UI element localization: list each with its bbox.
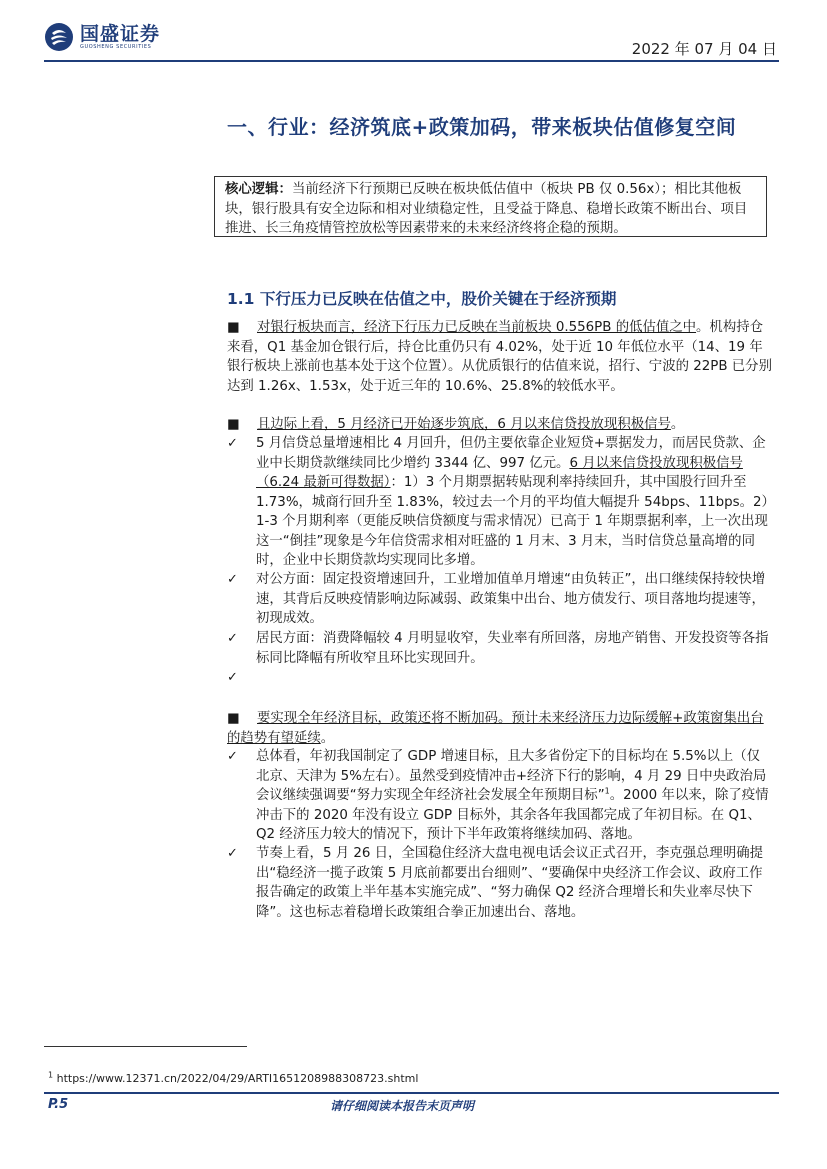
bullet-square-icon: ■: [227, 320, 240, 335]
report-date: 2022 年 07 月 04 日: [631, 40, 777, 58]
paragraph-valuation: [227, 318, 772, 396]
check-item-gdp-b: 。2000 年以来，除了疫情冲击下的 2020 年没有设立 GDP 目标外，其余各年我国都完成了年初目标。在 Q1、Q2 经济压力较大的情况下，预计下半年政策将继续加码、落地。: [256, 788, 769, 842]
check-item-corporate: 对公方面：固定投资增速回升，工业增加值单月增速“由负转正”，出口继续保持较快增速，其背后反映疫情影响边际减弱、政策集中出台、地方债发行、项目落地均提速等，初现成效。: [256, 572, 766, 626]
paragraph-marginal-key: 且边际上看，5 月经济已开始逐步筑底，6 月以来信贷投放现积极信号: [257, 417, 671, 432]
check-item-household: 居民方面：消费降幅较 4 月明显收窄，失业率有所回落，房地产销售、开发投资等各指标同比降幅有所收窄且环比实现回升。: [256, 631, 769, 666]
check-icon: ✓: [227, 572, 238, 587]
subsection-title: 1.1 下行压力已反映在估值之中，股价关键在于经济预期: [227, 290, 617, 308]
core-logic-text: 当前经济下行预期已反映在板块低估值中（板块 PB 仅 0.56x）；相比其他板块，银行股具有安全边际和相对业绩稳定性，且受益于降息、稳增长政策不断出台、项目推进、长三角疫情管控放松等因素带来的未来经济终将企稳的预期。: [225, 182, 748, 236]
section-title: 一、行业：经济筑底+政策加码，带来板块估值修复空间: [227, 115, 737, 139]
footer-divider: [44, 1092, 779, 1094]
core-logic-box: [214, 176, 767, 237]
check-icon: ✓: [227, 631, 238, 646]
footnote-number: 1: [48, 1070, 54, 1080]
footer-disclaimer: 请仔细阅读本报告末页声明: [330, 1099, 475, 1113]
logo-english: GUOSHENG SECURITIES: [80, 43, 152, 50]
bullet-square-icon: ■: [227, 711, 240, 726]
check-icon: ✓: [227, 846, 238, 861]
check-item-rhythm: 节奏上看，5 月 26 日，全国稳住经济大盘电视电话会议正式召开，李克强总理明确提出“稳经济一揽子政策 5 月底前都要出台细则”、“要确保中央经济工作会议、政府工作报告确定的政策上半年基本实施完成”、“努力确保 Q2 经济合理增长和失业率尽快下降”。这也标志着稳增长政策组合拳正加速出台、落地。: [256, 846, 763, 920]
page-number: P.5: [48, 1097, 69, 1112]
check-item-credit: [256, 434, 772, 571]
paragraph-policy-body: 。: [320, 730, 335, 746]
paragraph-policy: [227, 709, 772, 748]
check-icon: ✓: [227, 436, 238, 451]
core-logic-label: 核心逻辑：: [225, 182, 292, 197]
check-item-credit-key: 6 月以来信贷投放现积极信号（6.24 最新可得数据）: [256, 455, 743, 490]
footnote-ref[interactable]: 1: [604, 786, 610, 796]
bullet-square-icon: ■: [227, 417, 240, 432]
check-item-gdp-a: 总体看，年初我国制定了 GDP 增速目标，且大多省份定下的目标均在 5.5%以上（仅北京、天津为 5%左右）。虽然受到疫情冲击+经济下行的影响，4 月 29 日中央政治局会议继续强调要“努力实现全年经济社会发展全年预期目标”: [256, 749, 767, 803]
paragraph-policy-key: 要实现全年经济目标，政策还将不断加码。预计未来经济压力边际缓解+政策窗集出台的趋势有望延续: [227, 711, 764, 746]
footnote: [48, 1072, 418, 1085]
guosheng-logo-icon: [44, 22, 74, 52]
check-item-credit-a: 5 月信贷总量增速相比 4 月回升，但仍主要依靠企业短贷+票据发力，而居民贷款、企业中长期贷款继续同比少增约 3344 亿、997 亿元。: [256, 436, 766, 471]
footnote-divider: [44, 1046, 247, 1047]
check-item-gdp-target: [256, 747, 772, 845]
paragraph-valuation-key: 对银行板块而言，经济下行压力已反映在当前板块 0.556PB 的低估值之中: [257, 320, 697, 335]
paragraph-marginal-body: 。: [670, 417, 685, 432]
check-item-credit-b: ：1）3 个月期票据转贴现利率持续回升，其中国股行回升至 1.73%，城商行回升至 1.83%，较过去一个月的平均值大幅提升 54bps、11bps。2）1-3 个月期利率（更能反映信贷额度与需求情况）已高于 1 年期票据利率，上一次出现这一“倒挂”现象是今年信贷需求相对旺盛的 1 月末、3 月末，当时信贷总量高增的同时，企业中长期贷款均实现同比多增。: [256, 475, 769, 568]
check-icon: ✓: [227, 670, 238, 685]
logo-name: 国盛证券: [80, 22, 161, 45]
brand-logo: [44, 22, 160, 52]
paragraph-marginal: [227, 415, 772, 435]
header-divider: [44, 60, 779, 62]
check-icon: ✓: [227, 749, 238, 764]
footnote-link[interactable]: https://www.12371.cn/2022/04/29/ARTI1651208988308723.shtml: [56, 1072, 419, 1085]
paragraph-valuation-body: 。机构持仓来看，Q1 基金加仓银行后，持仓比重仍只有 4.02%，处于近 10 年低位水平（14、19 年银行板块上涨前也基本处于这个位置）。从优质银行的估值来说，招行、宁波的 22PB 已分别达到 1.26x、1.53x，处于近三年的 10.6%、25.8%的较低水平。: [227, 320, 772, 394]
